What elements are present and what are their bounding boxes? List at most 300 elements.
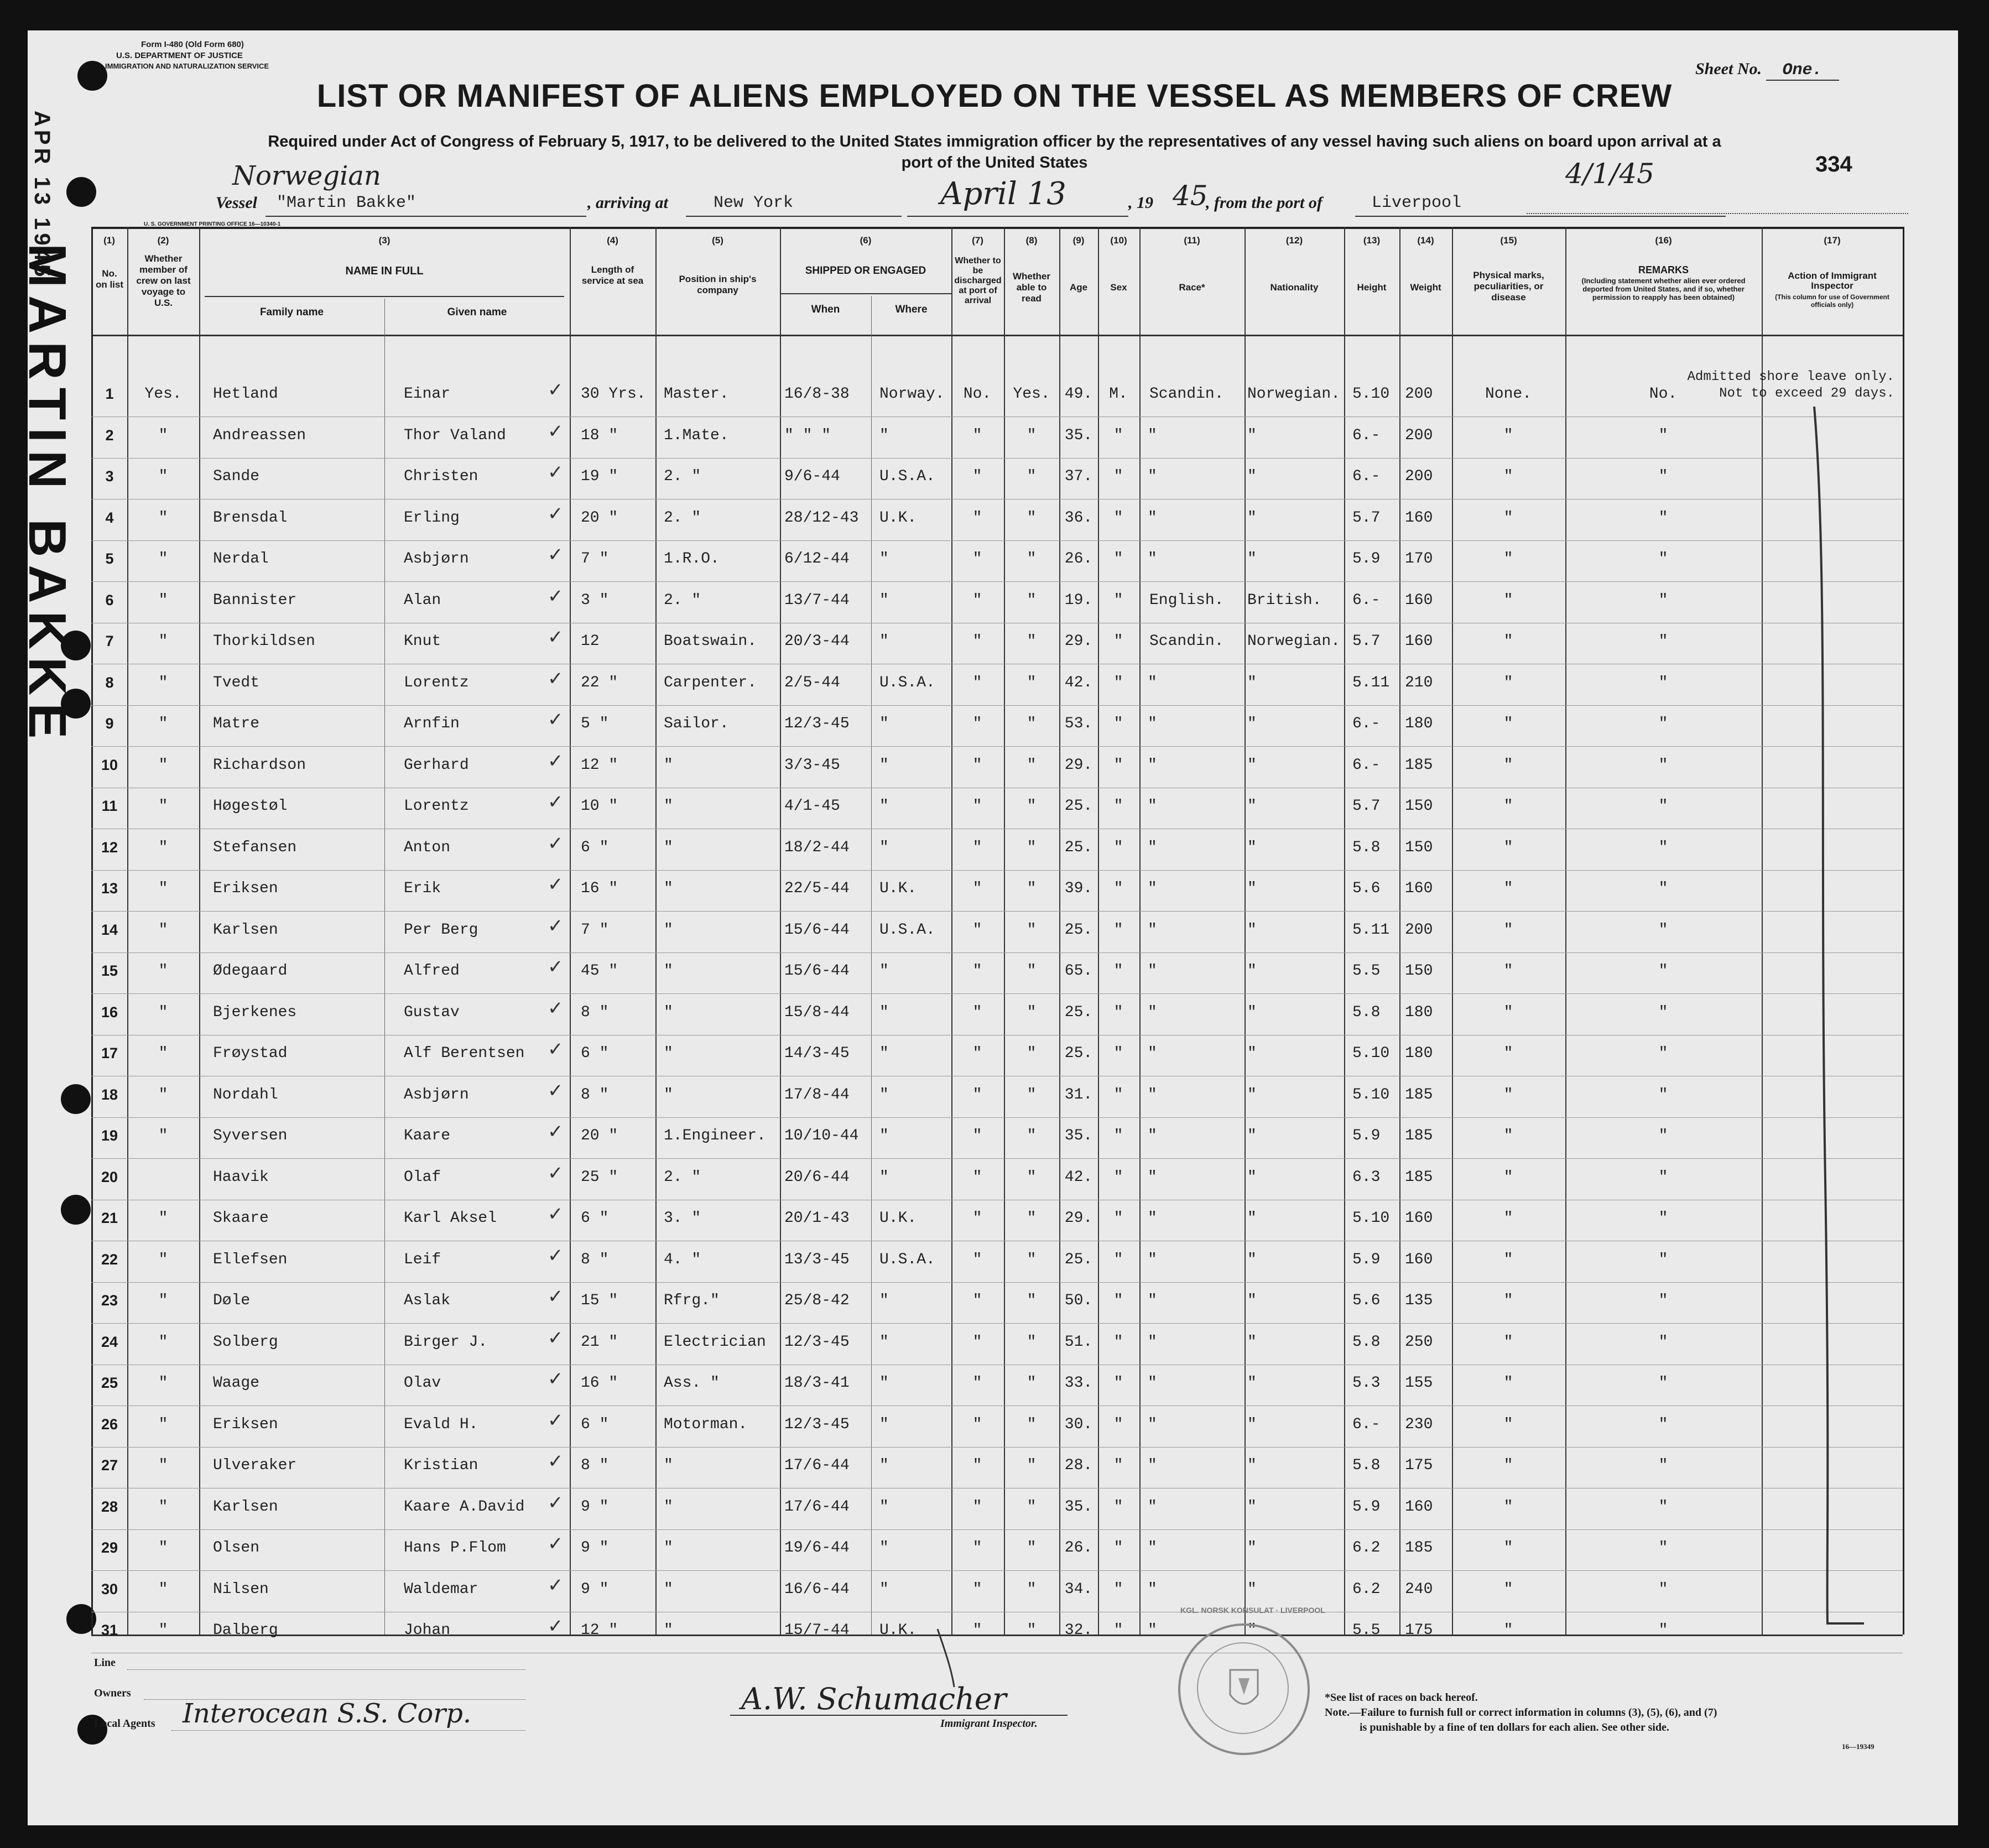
- page-number: 334: [1815, 152, 1852, 176]
- cell-position: Sailor.: [664, 715, 729, 732]
- cell-race: ": [1148, 715, 1157, 732]
- cell-race: ": [1148, 1539, 1157, 1557]
- cell-when: 15/6-44: [784, 921, 850, 939]
- cell-given: Olav: [404, 1375, 441, 1392]
- cell-age: 37.: [1064, 468, 1093, 485]
- cell-marks: ": [1503, 509, 1513, 527]
- col-divider: [1762, 227, 1763, 1634]
- cell-disch: ": [972, 1003, 982, 1021]
- cell-family: Haavik: [213, 1168, 269, 1186]
- cell-remarks: ": [1658, 426, 1668, 444]
- cell-where: ": [879, 1580, 889, 1598]
- cell-sex: ": [1113, 1251, 1123, 1268]
- check-mark-icon: ✓: [548, 957, 564, 977]
- cell-service: 9 ": [581, 1580, 609, 1598]
- row-number: 11: [101, 798, 118, 814]
- cell-disch: ": [972, 633, 982, 650]
- col17-header: Action of Immigrant Inspector: [1788, 270, 1877, 291]
- cell-position: 1.Engineer.: [664, 1127, 766, 1144]
- cell-where: ": [879, 1375, 889, 1392]
- cell-crew: ": [158, 1003, 168, 1021]
- seal-crest-icon: [1227, 1664, 1261, 1714]
- cell-crew: ": [158, 1086, 168, 1103]
- cell-given: Leif: [404, 1251, 441, 1268]
- cell-marks: ": [1503, 1375, 1513, 1392]
- cell-service: 10 ": [581, 798, 618, 815]
- cell-family: Olsen: [213, 1539, 260, 1557]
- cell-position: ": [664, 1003, 673, 1021]
- year-prefix: , 19: [1128, 194, 1153, 212]
- cell-service: 9 ": [581, 1498, 609, 1516]
- cell-nat: ": [1247, 880, 1257, 897]
- punch-hole: [66, 177, 96, 207]
- cell-family: Ødegaard: [213, 962, 288, 980]
- cell-when: 13/3-45: [784, 1251, 850, 1268]
- cell-given: Anton: [404, 839, 451, 856]
- cell-crew: ": [158, 1622, 168, 1639]
- cell-position: ": [664, 1539, 673, 1557]
- cell-family: Hetland: [213, 386, 278, 403]
- row-number: 21: [101, 1210, 118, 1226]
- service-name: IMMIGRATION AND NATURALIZATION SERVICE: [105, 62, 269, 70]
- cell-sex: ": [1113, 1045, 1123, 1062]
- cell-age: 51.: [1064, 1333, 1093, 1351]
- col6-where-header: Where: [895, 304, 928, 315]
- col12-header: Nationality: [1270, 282, 1319, 293]
- col-divider: [127, 227, 128, 1634]
- cell-where: ": [879, 1333, 889, 1351]
- cell-remarks: ": [1658, 715, 1668, 732]
- cell-crew: ": [158, 1292, 168, 1309]
- cell-nat: ": [1247, 1168, 1257, 1186]
- shipped-subdivider: [871, 296, 872, 1634]
- cell-family: Frøystad: [213, 1045, 288, 1062]
- cell-given: Einar: [404, 386, 451, 403]
- cell-weight: 175: [1405, 1457, 1433, 1474]
- cell-marks: ": [1503, 1457, 1513, 1474]
- col16-subheader: (Including statement whether alien ever ordered deported from United States, and if so, whether permission to reapply has been obtained): [1581, 277, 1746, 301]
- cell-race: ": [1148, 1580, 1157, 1598]
- cell-height: 5.9: [1352, 1251, 1381, 1268]
- cell-sex: ": [1113, 880, 1123, 897]
- footer-agents-label: [94, 1717, 155, 1730]
- cell-height: 5.10: [1352, 1086, 1390, 1103]
- cell-weight: 200: [1405, 468, 1433, 485]
- col16-number: (16): [1655, 235, 1672, 246]
- cell-sex: ": [1113, 756, 1123, 774]
- cell-marks: ": [1503, 1580, 1513, 1598]
- sheet-number: [1695, 60, 1839, 80]
- cell-when: 25/8-42: [784, 1292, 850, 1309]
- cell-weight: 160: [1405, 1251, 1433, 1268]
- check-mark-icon: ✓: [548, 668, 564, 689]
- cell-read: ": [1027, 962, 1037, 980]
- cell-race: ": [1148, 1498, 1157, 1516]
- cell-sex: ": [1113, 1498, 1123, 1516]
- cell-when: 15/6-44: [784, 962, 850, 980]
- cell-nat: Norwegian.: [1247, 633, 1341, 650]
- col1-number: (1): [103, 235, 115, 246]
- cell-sex: ": [1113, 839, 1123, 856]
- cell-when: 12/3-45: [784, 715, 850, 732]
- col3-number: (3): [378, 235, 390, 246]
- cell-remarks: ": [1658, 550, 1668, 568]
- cell-age: 25.: [1064, 798, 1093, 815]
- cell-position: Master.: [664, 386, 729, 403]
- cell-given: Olaf: [404, 1168, 441, 1186]
- cell-nat: Norwegian.: [1247, 386, 1341, 403]
- cell-nat: ": [1247, 1375, 1257, 1392]
- cell-read: ": [1027, 1127, 1037, 1144]
- action-bracket-line: [1809, 407, 1870, 1634]
- cell-weight: 150: [1405, 798, 1433, 815]
- cell-given: Kaare A.David: [404, 1498, 525, 1516]
- row-rule: [91, 458, 1903, 459]
- cell-weight: 160: [1405, 509, 1433, 527]
- cell-family: Dalberg: [213, 1622, 278, 1639]
- cell-disch: ": [972, 1333, 982, 1351]
- cell-when: 9/6-44: [784, 468, 840, 485]
- col2-header: Whether member of crew on last voyage to U.S.: [136, 253, 191, 308]
- form-number: Form I-480 (Old Form 680): [141, 40, 244, 49]
- col-divider: [1344, 227, 1345, 1634]
- cell-race: Scandin.: [1149, 386, 1224, 403]
- cell-race: ": [1148, 962, 1157, 980]
- cell-service: 19 ": [581, 468, 618, 485]
- cell-given: Karl Aksel: [404, 1210, 497, 1227]
- cell-weight: 185: [1405, 1086, 1433, 1103]
- col17-subheader: (This column for use of Government officials only): [1775, 293, 1889, 309]
- cell-where: ": [879, 715, 889, 732]
- cell-height: 5.6: [1352, 1292, 1381, 1309]
- cell-when: 3/3-45: [784, 756, 840, 774]
- cell-where: ": [879, 633, 889, 650]
- cell-age: 29.: [1064, 756, 1093, 774]
- cell-crew: ": [158, 674, 168, 691]
- cell-read: ": [1027, 1168, 1037, 1186]
- cell-nat: ": [1247, 1292, 1257, 1309]
- cell-read: ": [1027, 1210, 1037, 1227]
- cell-read: ": [1027, 468, 1037, 485]
- cell-given: Alfred: [404, 962, 460, 980]
- cell-position: ": [664, 1045, 673, 1062]
- cell-marks: ": [1503, 1168, 1513, 1186]
- col-divider: [780, 227, 781, 1634]
- cell-disch: ": [972, 1168, 982, 1186]
- note-line-1: Note.—Failure to furnish full or correct information in columns (3), (5), (6), and (7): [1325, 1706, 1717, 1719]
- cell-position: ": [664, 921, 673, 939]
- cell-crew: ": [158, 1045, 168, 1062]
- inspector-underline: [730, 1715, 1068, 1716]
- row-number: 2: [105, 426, 114, 444]
- page-title: LIST OR MANIFEST OF ALIENS EMPLOYED ON THE VESSEL AS MEMBERS OF CREW: [316, 78, 1673, 114]
- cell-read: ": [1027, 880, 1037, 897]
- cell-family: Nerdal: [213, 550, 269, 568]
- agents-label: Local Agents: [94, 1717, 155, 1730]
- cell-when: 10/10-44: [784, 1127, 859, 1144]
- cell-age: 35.: [1064, 426, 1093, 444]
- cell-sex: ": [1113, 674, 1123, 691]
- from-port-label: , from the port of: [1206, 194, 1322, 212]
- row-number: 26: [101, 1415, 118, 1433]
- cell-age: 39.: [1064, 880, 1093, 897]
- cell-weight: 230: [1405, 1415, 1433, 1433]
- cell-crew: ": [158, 839, 168, 856]
- cell-crew: ": [158, 880, 168, 897]
- cell-family: Ellefsen: [213, 1251, 288, 1268]
- cell-read: ": [1027, 1045, 1037, 1062]
- cell-weight: 160: [1405, 633, 1433, 650]
- cell-nat: ": [1247, 756, 1257, 774]
- cell-where: U.K.: [879, 1210, 917, 1227]
- cell-height: 5.9: [1352, 1127, 1381, 1144]
- cell-sex: ": [1113, 468, 1123, 485]
- col14-number: (14): [1417, 235, 1434, 246]
- check-mark-icon: ✓: [548, 380, 564, 400]
- col8-number: (8): [1025, 235, 1038, 246]
- cell-age: 33.: [1064, 1375, 1093, 1392]
- cell-age: 32.: [1064, 1622, 1093, 1639]
- cell-service: 6 ": [581, 839, 609, 856]
- inspector-label: Immigrant Inspector.: [940, 1717, 1038, 1730]
- check-mark-icon: ✓: [548, 1328, 564, 1349]
- cell-read: ": [1027, 1457, 1037, 1474]
- cell-family: Solberg: [213, 1333, 278, 1351]
- cell-where: ": [879, 1457, 889, 1474]
- cell-read: ": [1027, 1415, 1037, 1433]
- cell-disch: ": [972, 1292, 982, 1309]
- cell-service: 15 ": [581, 1292, 618, 1309]
- cell-age: 26.: [1064, 1539, 1093, 1557]
- cell-crew: ": [158, 1498, 168, 1516]
- cell-given: Lorentz: [404, 798, 469, 815]
- cell-given: Alan: [404, 591, 441, 609]
- cell-age: 35.: [1064, 1127, 1093, 1144]
- cell-weight: 180: [1405, 715, 1433, 732]
- cell-read: ": [1027, 674, 1037, 691]
- row-rule: [91, 1570, 1903, 1571]
- row-number: 24: [101, 1333, 118, 1350]
- cell-disch: ": [972, 1622, 982, 1639]
- arrival-year: 45: [1173, 180, 1208, 212]
- cell-where: ": [879, 591, 889, 609]
- check-mark-icon: ✓: [548, 421, 564, 442]
- cell-height: 6.-: [1352, 591, 1381, 609]
- date-handwritten: 4/1/45: [1565, 158, 1654, 190]
- col13-header: Height: [1357, 282, 1387, 293]
- cell-height: 5.6: [1352, 880, 1381, 897]
- cell-weight: 240: [1405, 1580, 1433, 1598]
- cell-where: ": [879, 798, 889, 815]
- col14-header: Weight: [1410, 282, 1441, 293]
- cell-when: 12/3-45: [784, 1415, 850, 1433]
- cell-when: 2/5-44: [784, 674, 840, 691]
- cell-given: Johan: [404, 1622, 451, 1639]
- check-mark-icon: ✓: [548, 1245, 564, 1266]
- cell-weight: 250: [1405, 1333, 1433, 1351]
- cell-read: ": [1027, 1498, 1037, 1516]
- cell-family: Richardson: [213, 756, 306, 774]
- cell-when: 16/8-38: [784, 386, 850, 403]
- cell-age: 25.: [1064, 921, 1093, 939]
- date-stamp: APR 13 1945: [30, 111, 54, 280]
- cell-height: 5.10: [1352, 1045, 1390, 1062]
- cell-age: 35.: [1064, 1498, 1093, 1516]
- col13-number: (13): [1363, 235, 1381, 246]
- cell-race: ": [1148, 1457, 1157, 1474]
- cell-family: Karlsen: [213, 921, 278, 939]
- col8-header: Whether able to read: [1013, 271, 1050, 304]
- cell-height: 5.11: [1352, 674, 1390, 691]
- cell-age: 28.: [1064, 1457, 1093, 1474]
- cell-nat: ": [1247, 674, 1257, 691]
- cell-disch: ": [972, 426, 982, 444]
- cell-race: ": [1148, 1210, 1157, 1227]
- cell-disch: ": [972, 756, 982, 774]
- row-rule: [91, 1447, 1903, 1448]
- cell-service: 6 ": [581, 1045, 609, 1062]
- row-rule: [91, 1405, 1903, 1406]
- row-number: 27: [101, 1457, 118, 1474]
- row-number: 23: [101, 1292, 118, 1309]
- arrival-date: April 13: [940, 176, 1066, 212]
- cell-position: ": [664, 798, 673, 815]
- cell-disch: ": [972, 1210, 982, 1227]
- cell-sex: ": [1113, 1210, 1123, 1227]
- cell-when: 6/12-44: [784, 550, 850, 568]
- cell-height: 6.2: [1352, 1580, 1381, 1598]
- cell-read: ": [1027, 839, 1037, 856]
- cell-sex: ": [1113, 1457, 1123, 1474]
- cell-marks: ": [1503, 1292, 1513, 1309]
- cell-marks: ": [1503, 1539, 1513, 1557]
- arriving-label: , arriving at: [587, 194, 668, 212]
- cell-given: Kristian: [404, 1457, 478, 1474]
- cell-race: ": [1148, 1415, 1157, 1433]
- cell-read: ": [1027, 1622, 1037, 1639]
- cell-where: ": [879, 839, 889, 856]
- cell-age: 25.: [1064, 839, 1093, 856]
- cell-height: 5.3: [1352, 1375, 1381, 1392]
- check-mark-icon: ✓: [548, 1575, 564, 1596]
- cell-position: 2. ": [664, 509, 701, 527]
- cell-weight: 200: [1405, 386, 1433, 403]
- cell-remarks: ": [1658, 674, 1668, 691]
- cell-crew: ": [158, 756, 168, 774]
- cell-marks: ": [1503, 1003, 1513, 1021]
- cell-family: Tvedt: [213, 674, 260, 691]
- cell-when: 18/3-41: [784, 1375, 850, 1392]
- cell-read: ": [1027, 1580, 1037, 1598]
- cell-given: Per Berg: [404, 921, 478, 939]
- arriving-underline: [686, 216, 902, 217]
- cell-race: ": [1148, 839, 1157, 856]
- row-number: 3: [105, 468, 114, 485]
- cell-weight: 185: [1405, 1168, 1433, 1186]
- cell-nat: ": [1247, 1580, 1257, 1598]
- cell-position: ": [664, 880, 673, 897]
- punch-hole: [61, 1084, 91, 1114]
- cell-sex: ": [1113, 921, 1123, 939]
- arriving-port: New York: [714, 194, 794, 212]
- cell-age: 30.: [1064, 1415, 1093, 1433]
- check-mark-icon: ✓: [548, 833, 564, 854]
- col6-when-header: When: [811, 304, 840, 315]
- cell-when: 12/3-45: [784, 1333, 850, 1351]
- cell-race: ": [1148, 509, 1157, 527]
- check-mark-icon: ✓: [548, 998, 564, 1019]
- col4-number: (4): [607, 235, 618, 246]
- cell-nat: ": [1247, 1127, 1257, 1144]
- row-number: 15: [101, 962, 118, 979]
- cell-race: ": [1148, 756, 1157, 774]
- cell-sex: ": [1113, 591, 1123, 609]
- cell-service: 21 ": [581, 1333, 618, 1351]
- cell-given: Gerhard: [404, 756, 469, 774]
- cell-race: ": [1148, 1292, 1157, 1309]
- cell-position: ": [664, 1457, 673, 1474]
- row-number: 4: [105, 509, 114, 526]
- cell-family: Skaare: [213, 1210, 269, 1227]
- cell-crew: ": [158, 1539, 168, 1557]
- cell-sex: ": [1113, 426, 1123, 444]
- cell-when: 13/7-44: [784, 591, 850, 609]
- cell-remarks: ": [1658, 1003, 1668, 1021]
- cell-disch: ": [972, 1580, 982, 1598]
- cell-nat: ": [1247, 1045, 1257, 1062]
- cell-where: ": [879, 756, 889, 774]
- cell-nat: ": [1247, 550, 1257, 568]
- cell-weight: 185: [1405, 1539, 1433, 1557]
- cell-when: 17/8-44: [784, 1086, 850, 1103]
- cell-service: 18 ": [581, 426, 618, 444]
- cell-remarks: ": [1658, 839, 1668, 856]
- cell-nat: ": [1247, 426, 1257, 444]
- cell-disch: ": [972, 591, 982, 609]
- cell-marks: ": [1503, 1086, 1513, 1103]
- cell-disch: ": [972, 1127, 982, 1144]
- cell-disch: ": [972, 1539, 982, 1557]
- cell-height: 6.-: [1352, 468, 1381, 485]
- cell-remarks: ": [1658, 509, 1668, 527]
- cell-service: 9 ": [581, 1539, 609, 1557]
- subtitle-line-2: port of the United States: [901, 154, 1088, 171]
- subtitle-line-1: Required under Act of Congress of February 5, 1917, to be delivered to the United States immigration officer by the representatives of any vessel having such aliens on board upon arrival at a: [268, 133, 1721, 150]
- printing-office-line: U. S. GOVERNMENT PRINTING OFFICE 16—10340-1: [144, 221, 281, 227]
- cell-where: ": [879, 1127, 889, 1144]
- check-mark-icon: ✓: [548, 627, 564, 648]
- cell-marks: ": [1503, 1127, 1513, 1144]
- sheet-value: One.: [1766, 61, 1839, 81]
- row-number: 29: [101, 1539, 118, 1556]
- row-number: 9: [105, 715, 114, 732]
- cell-remarks: ": [1658, 1251, 1668, 1268]
- cell-read: ": [1027, 1003, 1037, 1021]
- row-number: 8: [105, 674, 114, 691]
- cell-remarks: ": [1658, 1086, 1668, 1103]
- cell-family: Waage: [213, 1375, 260, 1392]
- row-rule: [91, 1323, 1903, 1324]
- cell-service: 12: [581, 633, 600, 650]
- cell-when: 14/3-45: [784, 1045, 850, 1062]
- cell-race: ": [1148, 1333, 1157, 1351]
- cell-weight: 185: [1405, 756, 1433, 774]
- cell-position: ": [664, 839, 673, 856]
- cell-where: ": [879, 1168, 889, 1186]
- cell-position: Motorman.: [664, 1415, 748, 1433]
- note-races: *See list of races on back hereof.: [1325, 1691, 1478, 1704]
- check-mark-icon: ✓: [548, 874, 564, 895]
